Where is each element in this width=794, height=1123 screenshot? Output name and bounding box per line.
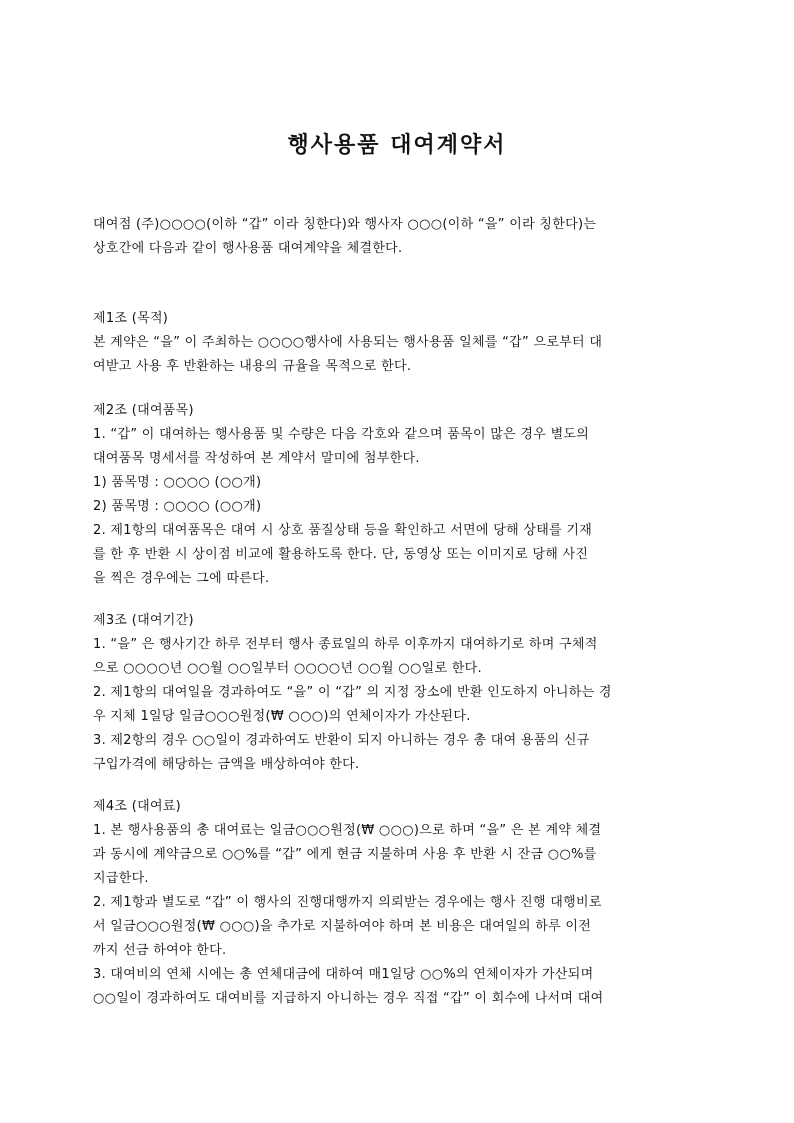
article-line: 2. 제1항과 별도로 “갑” 이 행사의 진행대행까지 의뢰받는 경우에는 행사 진행 대행비로 (93, 895, 602, 910)
article-line: 으로 ○○○○년 ○○월 ○○일부터 ○○○○년 ○○월 ○○일로 한다. (93, 661, 482, 676)
article-line: 을 찍은 경우에는 그에 따른다. (93, 571, 270, 586)
article-line: 1. 본 행사용품의 총 대여료는 일금○○○원정(₩ ○○○)으로 하며 “을” 은 본 계약 체결 (93, 823, 602, 838)
article-line: 1) 품목명 : ○○○○ (○○개) (93, 475, 262, 490)
article-line: ○○일이 경과하여도 대여비를 지급하지 아니하는 경우 직접 “갑” 이 회수에 나서며 대여 (93, 991, 604, 1006)
article-line: 우 지체 1일당 일금○○○원정(₩ ○○○)의 연체이자가 가산된다. (93, 709, 471, 724)
intro-paragraph (93, 213, 703, 261)
article-line: 서 일금○○○원정(₩ ○○○)을 추가로 지불하여야 하며 본 비용은 대여일의 하루 이전 (93, 919, 592, 934)
document-title: 행사용품 대여계약서 (287, 133, 507, 158)
article-line: 2) 품목명 : ○○○○ (○○개) (93, 499, 262, 514)
article-heading: 제2조 (대여품목) (93, 403, 194, 418)
intro-line: 대여점 (주)○○○○(이하 “갑” 이라 칭한다)와 행사자 ○○○(이하 “을” 이라 칭한다)는 (93, 217, 597, 232)
article-line: 과 동시에 계약금으로 ○○%를 “갑” 에게 현금 지불하며 사용 후 반환 시 잔금 ○○%를 (93, 847, 597, 862)
article-heading: 제1조 (목적) (93, 311, 169, 326)
article-4 (93, 795, 703, 1011)
article-line: 지급한다. (93, 871, 149, 886)
article-2 (93, 399, 703, 591)
article-line: 여받고 사용 후 반환하는 내용의 규율을 목적으로 한다. (93, 359, 412, 374)
article-1 (93, 307, 703, 379)
article-line: 3. 제2항의 경우 ○○일이 경과하여도 반환이 되지 아니하는 경우 총 대여 용품의 신규 (93, 733, 590, 748)
article-3 (93, 609, 703, 777)
article-heading: 제3조 (대여기간) (93, 613, 194, 628)
article-line: 본 계약은 “을” 이 주최하는 ○○○○행사에 사용되는 행사용품 일체를 “갑” 으로부터 대 (93, 335, 603, 350)
article-line: 1. “을” 은 행사기간 하루 전부터 행사 종료일의 하루 이후까지 대여하기로 하며 구체적 (93, 637, 598, 652)
article-line: 2. 제1항의 대여품목은 대여 시 상호 품질상태 등을 확인하고 서면에 당해 상태를 기재 (93, 523, 593, 538)
intro-line: 상호간에 다음과 같이 행사용품 대여계약을 체결한다. (93, 241, 403, 256)
article-line: 까지 선금 하여야 한다. (93, 943, 227, 958)
article-line: 를 한 후 반환 시 상이점 비교에 활용하도록 한다. 단, 동영상 또는 이미지로 당해 사진 (93, 547, 589, 562)
article-heading: 제4조 (대여료) (93, 799, 182, 814)
article-line: 대여품목 명세서를 작성하여 본 계약서 말미에 첨부한다. (93, 451, 420, 466)
article-line: 구입가격에 해당하는 금액을 배상하여야 한다. (93, 757, 360, 772)
article-line: 2. 제1항의 대여일을 경과하여도 “을” 이 “갑” 의 지정 장소에 반환 인도하지 아니하는 경 (93, 685, 612, 700)
article-line: 1. “갑” 이 대여하는 행사용품 및 수량은 다음 각호와 같으며 품목이 많은 경우 별도의 (93, 427, 590, 442)
article-line: 3. 대여비의 연체 시에는 총 연체대금에 대하여 매1일당 ○○%의 연체이자가 가산되며 (93, 967, 594, 982)
